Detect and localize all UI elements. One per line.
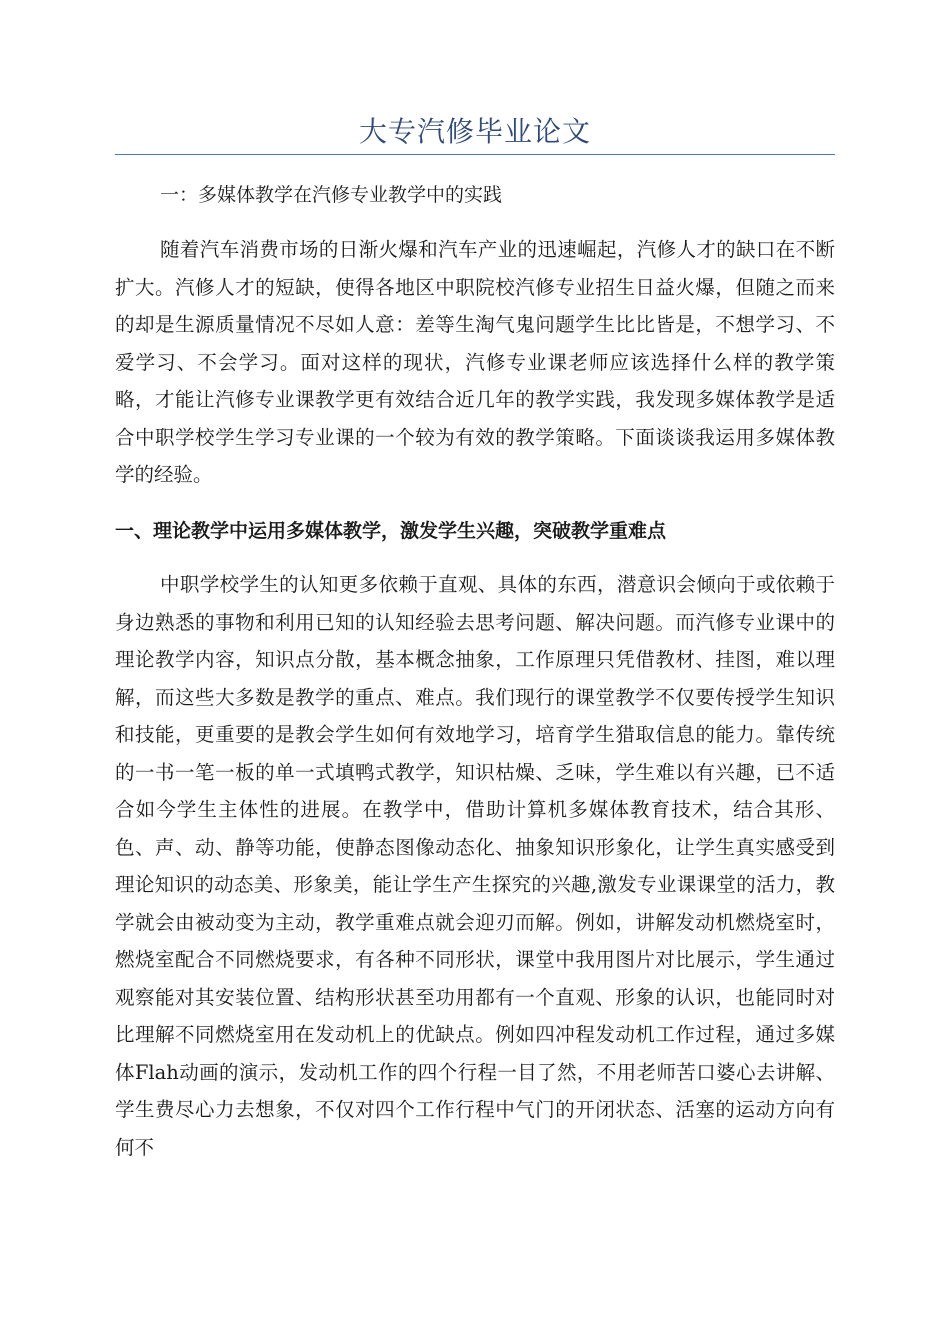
paragraph-intro: 随着汽车消费市场的日渐火爆和汽车产业的迅速崛起，汽修人才的缺口在不断扩大。汽修人才的短缺，使得各地区中职院校汽修专业招生日益火爆，但随之而来的却是生源质量情况不尽如人意：差等生淘气鬼问题学生比比皆是，不想学习、不爱学习、不会学习。面对这样的现状，汽修专业课老师应该选择什么样的教学策略，才能让汽修专业课教学更有效结合近几年的教学实践，我发现多媒体教学是适合中职学校学生学习专业课的一个较为有效的教学策略。下面谈谈我运用多媒体教学的经验。	[115, 238, 835, 486]
section-heading: 一、理论教学中运用多媒体教学，激发学生兴趣，突破教学重难点	[115, 520, 667, 542]
title-divider	[115, 154, 835, 155]
section-intro: 一：多媒体教学在汽修专业教学中的实践	[160, 184, 503, 206]
paragraph-body: 中职学校学生的认知更多依赖于直观、具体的东西，潜意识会倾向于或依赖于身边熟悉的事物和利用已知的认知经验去思考问题、解决问题。而汽修专业课中的理论教学内容，知识点分散，基本概念抽象，工作原理只凭借教材、挂图，难以理解，而这些大多数是教学的重点、难点。我们现行的课堂教学不仅要传授学生知识和技能，更重要的是教会学生如何有效地学习，培育学生猎取信息的能力。靠传统的一书一笔一板的单一式填鸭式教学，知识枯燥、乏味，学生难以有兴趣，已不适合如今学生主体性的进展。在教学中，借助计算机多媒体教育技术，结合其形、色、声、动、静等功能，使静态图像动态化、抽象知识形象化，让学生真实感受到理论知识的动态美、形象美，能让学生产生探究的兴趣,激发专业课课堂的活力，教学就会由被动变为主动，教学重难点就会迎刃而解。例如，讲解发动机燃烧室时，燃烧室配合不同燃烧要求，有各种不同形状，课堂中我用图片对比展示，学生通过观察能对其安装位置、结构形状甚至功用都有一个直观、形象的认识，也能同时对比理解不同燃烧室用在发动机上的优缺点。例如四冲程发动机工作过程，通过多媒体Flah动画的演示，发动机工作的四个行程一目了然，不用老师苦口婆心去讲解、学生费尽心力去想象，不仅对四个工作行程中气门的开闭状态、活塞的运动方向有何不	[115, 573, 835, 1159]
page-title: 大专汽修毕业论文	[358, 115, 591, 148]
